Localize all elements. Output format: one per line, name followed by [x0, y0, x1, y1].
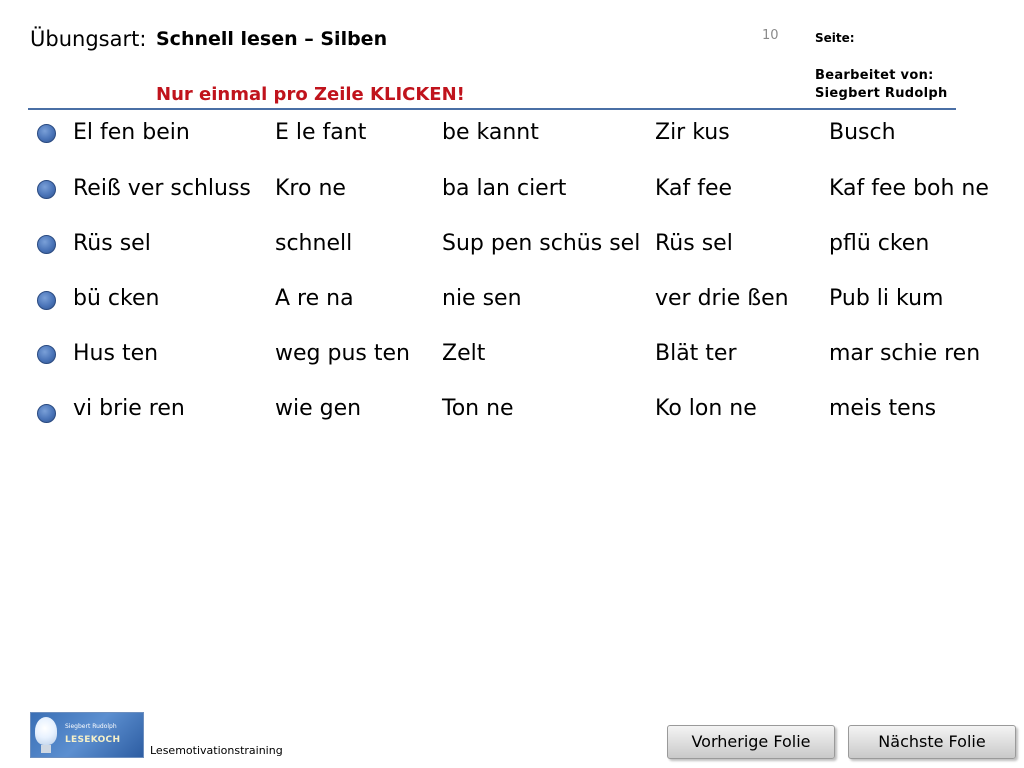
- meta-block: [815, 29, 948, 103]
- word-cell: ba lan ciert: [442, 176, 567, 201]
- instruction-text: Nur einmal pro Zeile KLICKEN!: [156, 84, 465, 105]
- word-cell: Blät ter: [655, 341, 737, 366]
- exercise-type-label: Übungsart:: [30, 27, 147, 51]
- word-cell: meis tens: [829, 396, 937, 421]
- word-cell: Kro ne: [275, 176, 346, 201]
- previous-slide-button[interactable]: Vorherige Folie: [667, 725, 835, 759]
- word-cell: wie gen: [275, 396, 362, 421]
- logo-title: LESEKOCH: [65, 735, 121, 745]
- word-cell: ver drie ßen: [655, 286, 789, 311]
- footer-text: Lesemotivationstraining: [150, 744, 283, 757]
- word-cell: Sup pen schüs sel: [442, 231, 641, 256]
- lightbulb-icon: [35, 717, 57, 745]
- word-cell: be kannt: [442, 120, 539, 145]
- word-cell: bü cken: [73, 286, 160, 311]
- lightbulb-base: [41, 745, 51, 753]
- exercise-title: Schnell lesen – Silben: [156, 28, 388, 50]
- word-cell: Pub li kum: [829, 286, 944, 311]
- word-cell: Kaf fee boh ne: [829, 176, 989, 201]
- word-cell: Ko lon ne: [655, 396, 757, 421]
- word-row: [0, 282, 1024, 322]
- word-cell: vi brie ren: [73, 396, 185, 421]
- word-cell: Hus ten: [73, 341, 159, 366]
- word-cell: pflü cken: [829, 231, 930, 256]
- word-cell: weg pus ten: [275, 341, 410, 366]
- edited-by-label: Bearbeitet von:: [815, 68, 934, 83]
- word-cell: nie sen: [442, 286, 522, 311]
- word-cell: Rüs sel: [73, 231, 151, 256]
- word-cell: Kaf fee: [655, 176, 733, 201]
- author-name: Siegbert Rudolph: [815, 86, 948, 101]
- word-cell: A re na: [275, 286, 354, 311]
- word-cell: schnell: [275, 231, 353, 256]
- page-number: 10: [762, 28, 779, 43]
- word-row: [0, 116, 1024, 156]
- word-cell: mar schie ren: [829, 341, 981, 366]
- word-row: [0, 227, 1024, 267]
- word-cell: Reiß ver schluss: [73, 176, 251, 201]
- word-row: [0, 392, 1024, 432]
- word-cell: Busch: [829, 120, 896, 145]
- word-cell: Zelt: [442, 341, 486, 366]
- row-bullet-icon[interactable]: [37, 235, 56, 254]
- logo-author: Siegbert Rudolph: [65, 723, 117, 730]
- lesekoch-logo: [30, 712, 144, 758]
- row-bullet-icon[interactable]: [37, 404, 56, 423]
- row-bullet-icon[interactable]: [37, 124, 56, 143]
- word-row: [0, 337, 1024, 377]
- next-slide-button[interactable]: Nächste Folie: [848, 725, 1016, 759]
- row-bullet-icon[interactable]: [37, 180, 56, 199]
- word-cell: E le fant: [275, 120, 367, 145]
- row-bullet-icon[interactable]: [37, 345, 56, 364]
- word-cell: El fen bein: [73, 120, 190, 145]
- page-label: Seite:: [815, 31, 855, 45]
- word-cell: Ton ne: [442, 396, 514, 421]
- row-bullet-icon[interactable]: [37, 291, 56, 310]
- header-divider: [28, 108, 956, 110]
- word-row: [0, 172, 1024, 212]
- word-cell: Zir kus: [655, 120, 730, 145]
- word-cell: Rüs sel: [655, 231, 733, 256]
